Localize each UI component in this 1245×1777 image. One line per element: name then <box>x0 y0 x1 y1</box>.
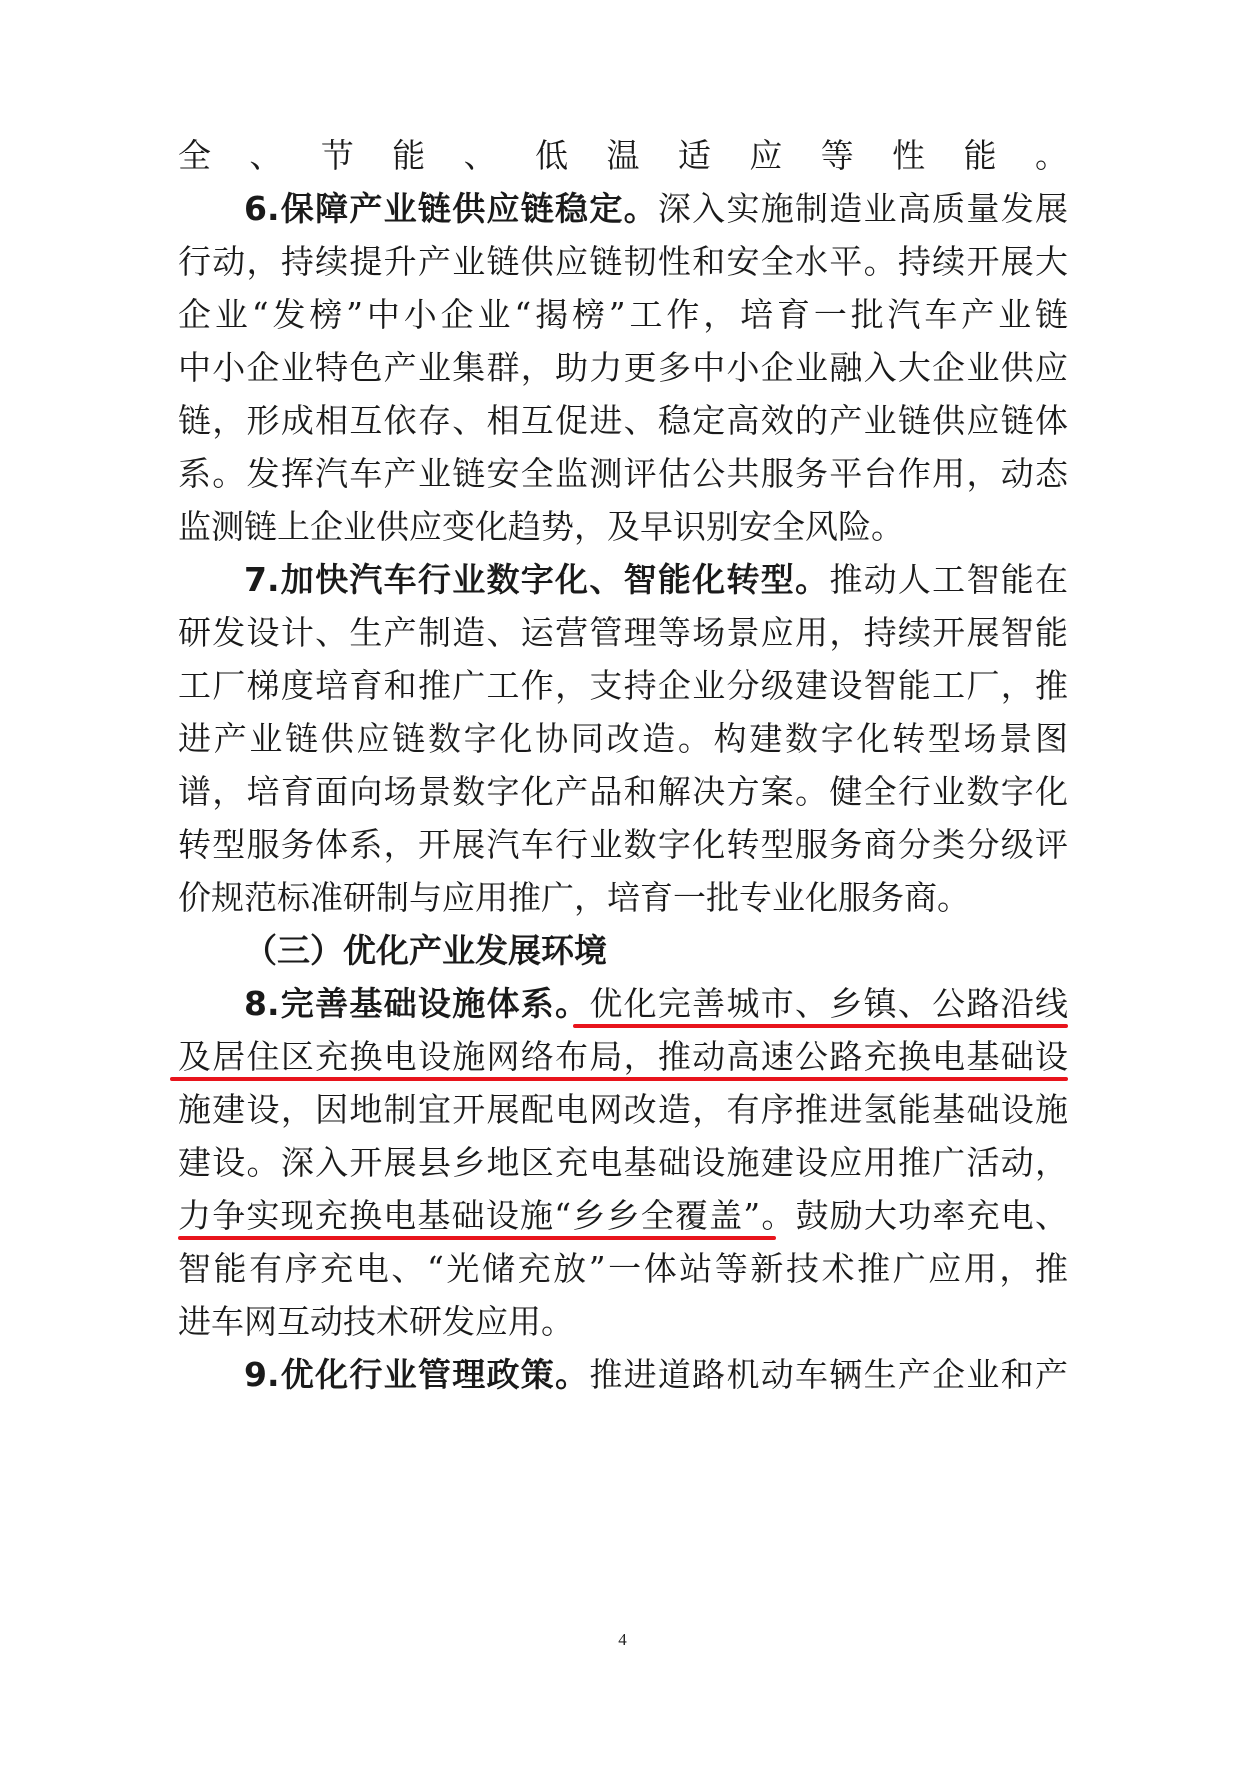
text-line-15: 价规范标准研制与应用推广，培育一批专业化服务商。 <box>178 878 970 917</box>
text-line-23: 进车网互动技术研发应用。 <box>178 1302 574 1341</box>
text-line-22: 智能有序充电、“光储充放”一体站等新技术推广应用，推 <box>178 1249 1068 1288</box>
text-line-18: 及居住区充换电设施网络布局，推动高速公路充换电基础设 <box>178 1037 1068 1076</box>
text-line-3: 行动，持续提升产业链供应链韧性和安全水平。持续开展大 <box>178 242 1068 281</box>
text-line-7: 系。发挥汽车产业链安全监测评估公共服务平台作用，动态 <box>178 454 1068 493</box>
text-line-21: 力争实现充换电基础设施“乡乡全覆盖”。鼓励大功率充电、 <box>178 1196 1068 1235</box>
heading-6: 6.保障产业链供应链稳定。深入实施制造业高质量发展 <box>244 189 1068 228</box>
text-line-14: 转型服务体系，开展汽车行业数字化转型服务商分类分级评 <box>178 825 1068 864</box>
text-line-4: 企业“发榜”中小企业“揭榜”工作，培育一批汽车产业链 <box>178 295 1068 334</box>
text-line-6: 链，形成相互依存、相互促进、稳定高效的产业链供应链体 <box>178 401 1068 440</box>
section-heading: （三）优化产业发展环境 <box>244 931 607 970</box>
heading-7: 7.加快汽车行业数字化、智能化转型。推动人工智能在 <box>244 560 1069 599</box>
text-line-19: 施建设，因地制宜开展配电网改造，有序推进氢能基础设施 <box>178 1090 1068 1129</box>
text-line-13: 谱，培育面向场景数字化产品和解决方案。健全行业数字化 <box>178 772 1068 811</box>
page-number: 4 <box>618 1630 627 1649</box>
text-line-8: 监测链上企业供应变化趋势，及早识别安全风险。 <box>178 507 904 546</box>
heading-9: 9.优化行业管理政策。推进道路机动车辆生产企业和产 <box>244 1355 1069 1394</box>
text-line-20: 建设。深入开展县乡地区充电基础设施建设应用推广活动， <box>178 1143 1068 1182</box>
text-line-10: 研发设计、生产制造、运营管理等场景应用，持续开展智能 <box>178 613 1068 652</box>
text-line-1: 全、节能、低温适应等性能。 <box>178 136 1068 175</box>
text-line-5: 中小企业特色产业集群，助力更多中小企业融入大企业供应 <box>178 348 1068 387</box>
text-line-12: 进产业链供应链数字化协同改造。构建数字化转型场景图 <box>178 719 1068 758</box>
text-line-11: 工厂梯度培育和推广工作，支持企业分级建设智能工厂，推 <box>178 666 1068 705</box>
heading-8: 8.完善基础设施体系。优化完善城市、乡镇、公路沿线 <box>244 984 1069 1023</box>
